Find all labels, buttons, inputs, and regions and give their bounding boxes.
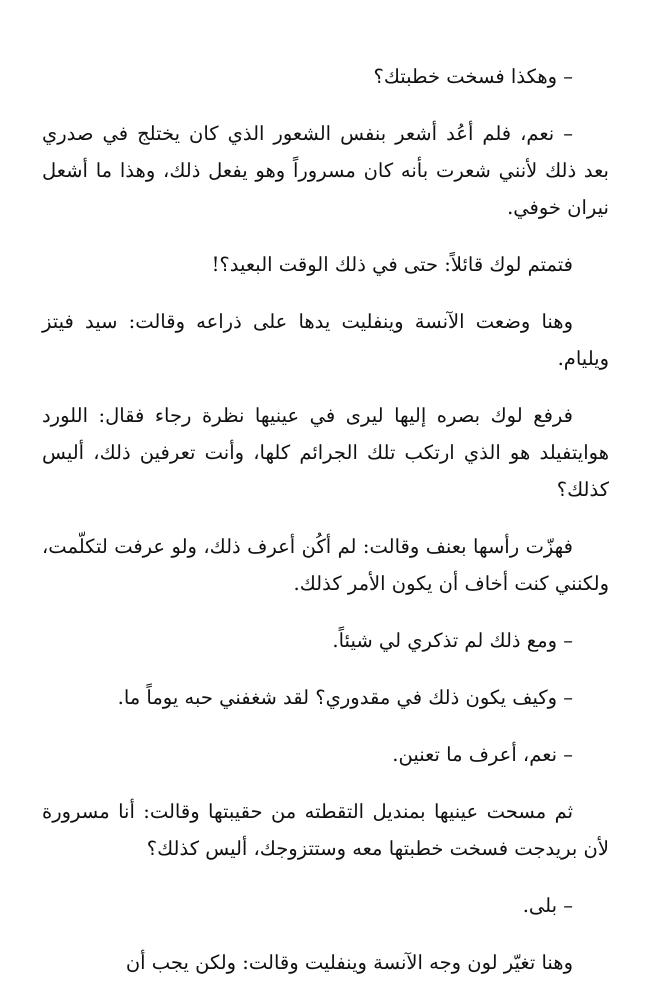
paragraph: فرفع لوك بصره إليها ليرى في عينيها نظرة رجاء فقال: اللورد هوايتفيلد هو الذي ارتكب تلك الجرائم كلها، وأنت تعرفين ذلك، أليس كذلك؟: [42, 404, 609, 501]
paragraph: – وهكذا فسخت خطبتك؟: [373, 65, 573, 88]
paragraph: – ومع ذلك لم تذكري لي شيئاً.: [332, 629, 573, 652]
paragraph: – نعم، فلم أعُد أشعر بنفس الشعور الذي كان يختلج في صدري بعد ذلك لأنني شعرت بأنه كان مسروراً وهو يفعل ذلك، وهذا ما أشعل نيران خوفي.: [42, 122, 609, 219]
paragraph: وهنا وضعت الآنسة وينفليت يدها على ذراعه وقالت: سيد فيتز ويليام.: [42, 310, 609, 370]
paragraph: فتمتم لوك قائلاً: حتى في ذلك الوقت البعيد؟!: [211, 253, 573, 276]
paragraph: – نعم، أعرف ما تعنين.: [392, 743, 573, 766]
paragraph: – بلى.: [522, 894, 573, 917]
paragraph: – وكيف يكون ذلك في مقدوري؟ لقد شغفني حبه يوماً ما.: [117, 686, 573, 709]
paragraph: وهنا تغيّر لون وجه الآنسة وينفليت وقالت: ولكن يجب أن: [125, 951, 573, 974]
paragraph: ثم مسحت عينيها بمنديل التقطته من حقيبتها وقالت: أنا مسرورة لأن بريدجت فسخت خطبتها معه وستتزوجك، أليس كذلك؟: [42, 800, 609, 860]
paragraph: فهزّت رأسها بعنف وقالت: لم أكُن أعرف ذلك، ولو عرفت لتكلّمت، ولكنني كنت أخاف أن يكون الأمر كذلك.: [42, 535, 609, 595]
